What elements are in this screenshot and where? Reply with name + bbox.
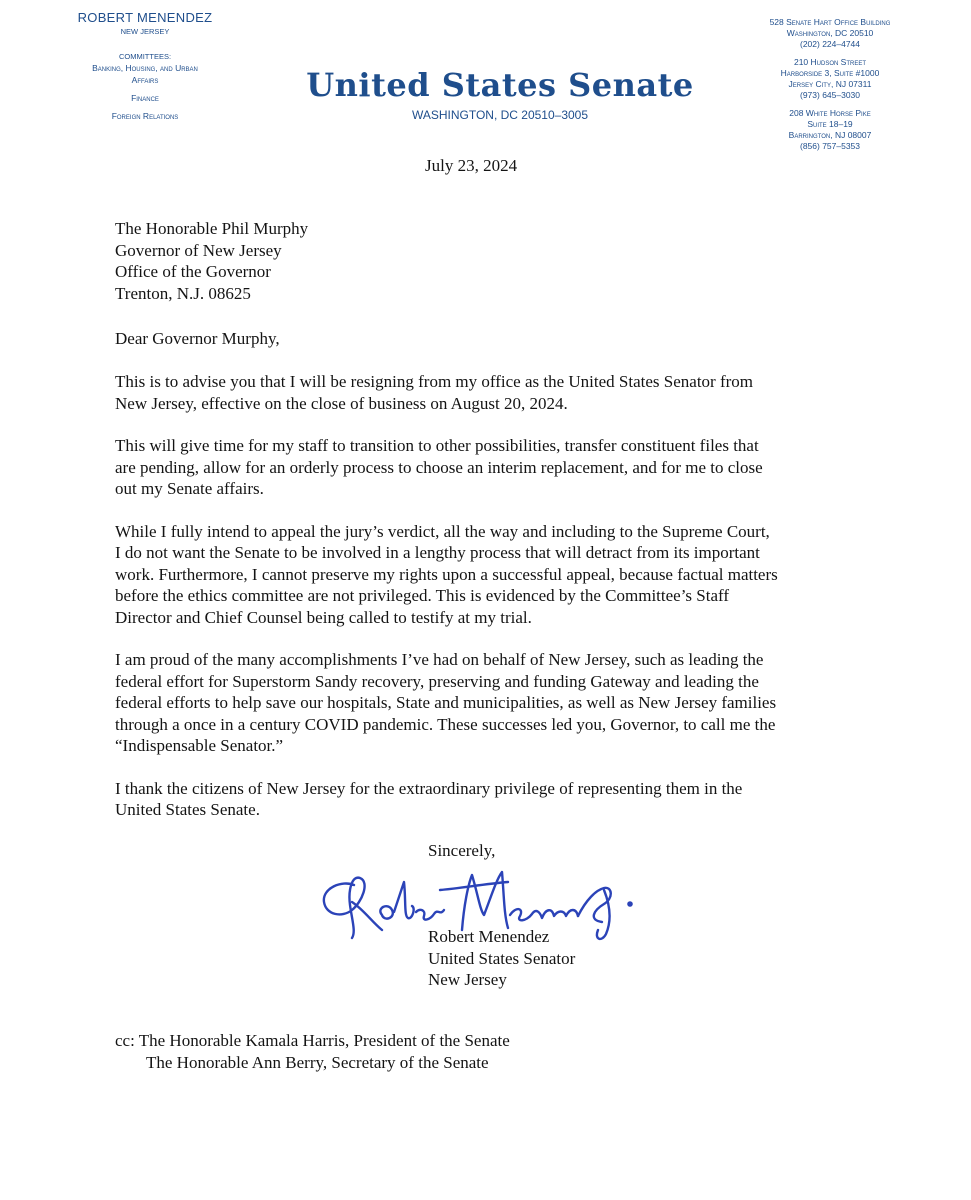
- paragraph-line: through a once in a century COVID pandemic. These successes led you, Governor, to call me the: [115, 714, 776, 734]
- paragraph-line: are pending, allow for an orderly process to choose an interim replacement, and for me to close: [115, 457, 763, 477]
- paragraph-line: federal efforts to help save our hospitals, State and municipalities, as well as New Jersey families: [115, 693, 777, 712]
- recipient-line: Governor of New Jersey: [115, 240, 282, 260]
- paragraph: [115, 521, 875, 629]
- senator-state: NEW JERSEY: [120, 27, 170, 36]
- senate-address: WASHINGTON, DC 20510–3005: [411, 108, 589, 122]
- cc-block: [115, 1030, 510, 1073]
- recipient-block: [115, 218, 308, 304]
- paragraph-line: before the ethics committee are not privileged. This is evidenced by the Committee’s Staff: [115, 586, 730, 605]
- paragraph-line: While I fully intend to appeal the jury’s verdict, all the way and including to the Supreme Court,: [115, 521, 770, 541]
- letter-body: [115, 371, 875, 842]
- paragraph-line: New Jersey, effective on the close of business on August 20, 2024.: [115, 393, 568, 413]
- committees-label: COMMITTEES:: [118, 52, 172, 61]
- signer-block: [428, 926, 575, 991]
- recipient-line: Office of the Governor: [115, 262, 271, 281]
- paragraph-line: This is to advise you that I will be resigning from my office as the United States Senator from: [115, 372, 754, 391]
- paragraph-line: out my Senate affairs.: [115, 479, 264, 498]
- signer-state: New Jersey: [428, 970, 507, 989]
- address-line: Harborside 3, Suite #1000: [780, 68, 880, 78]
- committee-item: Affairs: [131, 75, 159, 85]
- address-line: (202) 224–4744: [799, 39, 861, 49]
- office-address-dc: [735, 17, 925, 50]
- paragraph-line: federal effort for Superstorm Sandy recovery, preserving and funding Gateway and leading the: [115, 671, 759, 691]
- address-line: Suite 18–19: [807, 119, 853, 129]
- address-line: 208 White Horse Pike: [789, 108, 871, 118]
- address-line: Washington, DC 20510: [786, 28, 874, 38]
- letter-date: July 23, 2024: [425, 156, 518, 175]
- office-address-barrington: [735, 108, 925, 152]
- paragraph: [115, 778, 875, 821]
- address-line: (856) 757–5353: [799, 141, 861, 151]
- committee-item: Foreign Relations: [111, 111, 179, 121]
- letterhead-left: [30, 10, 260, 122]
- paragraph-line: I am proud of the many accomplishments I’ve had on behalf of New Jersey, such as leading the: [115, 650, 764, 669]
- paragraph-line: United States Senate.: [115, 800, 260, 819]
- cc-line: The Honorable Ann Berry, Secretary of the Senate: [146, 1052, 489, 1072]
- paragraph-line: This will give time for my staff to transition to other possibilities, transfer constituent files that: [115, 436, 759, 455]
- committee-item: Banking, Housing, and Urban: [92, 63, 198, 73]
- paragraph-line: I do not want the Senate to be involved in a lengthy process that will detract from its important: [115, 543, 760, 562]
- address-line: (973) 645–3030: [799, 90, 861, 100]
- recipient-line: The Honorable Phil Murphy: [115, 219, 309, 238]
- paragraph-line: work. Furthermore, I cannot preserve my rights upon a successful appeal, because factual matters: [115, 564, 778, 584]
- address-line: Barrington, NJ 08007: [788, 130, 872, 140]
- paragraph: [115, 435, 875, 500]
- closing: Sincerely,: [428, 841, 496, 860]
- salutation: Dear Governor Murphy,: [115, 329, 280, 348]
- paragraph-line: “Indispensable Senator.”: [115, 736, 284, 755]
- office-address-jersey-city: [735, 57, 925, 101]
- address-line: Jersey City, NJ 07311: [788, 79, 872, 89]
- address-line: 528 Senate Hart Office Building: [769, 17, 891, 27]
- senate-title: United States Senate: [306, 66, 694, 104]
- letterhead-center: [300, 66, 700, 123]
- letterhead-right: [735, 17, 925, 152]
- committee-item: Finance: [131, 93, 159, 103]
- paragraph-line: I thank the citizens of New Jersey for the extraordinary privilege of representing them in the: [115, 778, 743, 798]
- paragraph: [115, 371, 875, 414]
- signer-title: United States Senator: [428, 948, 576, 968]
- signer-name: Robert Menendez: [428, 927, 550, 946]
- senator-name: ROBERT MENENDEZ: [77, 10, 213, 25]
- address-line: 210 Hudson Street: [793, 57, 867, 67]
- recipient-line: Trenton, N.J. 08625: [115, 283, 251, 303]
- cc-line: cc: The Honorable Kamala Harris, President of the Senate: [115, 1031, 510, 1050]
- paragraph: [115, 649, 875, 757]
- paragraph-line: Director and Chief Counsel being called to testify at my trial.: [115, 607, 532, 627]
